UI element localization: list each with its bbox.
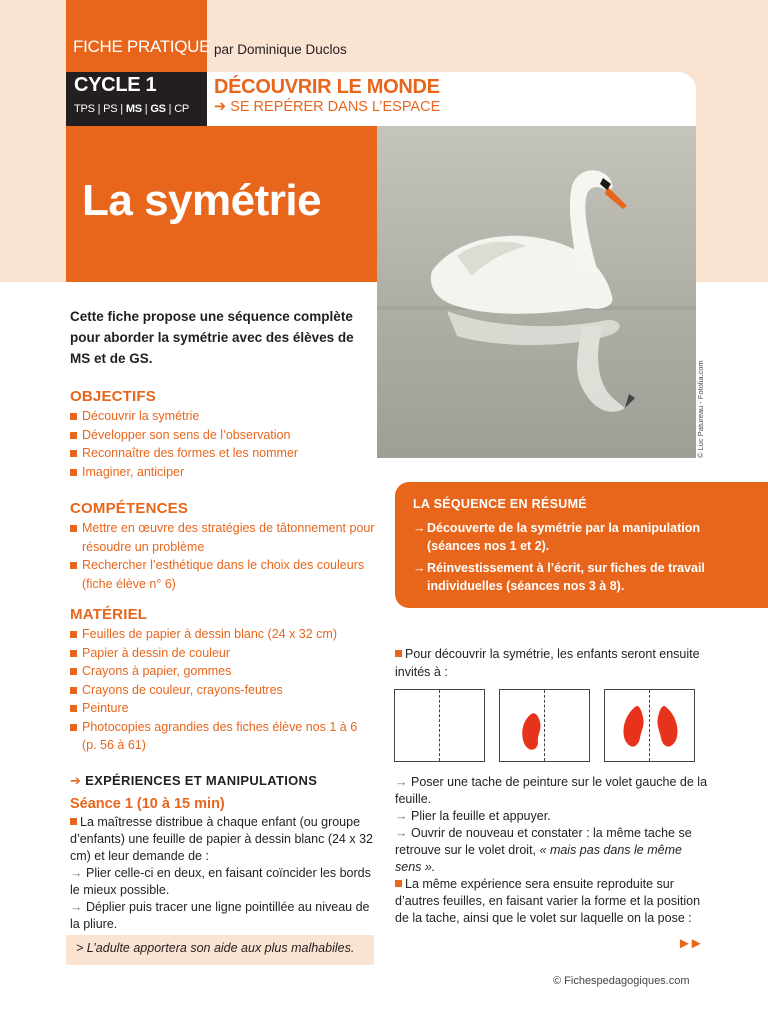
level-cp: CP <box>174 103 190 115</box>
step: → Déplier puis tracer une ligne pointillée au niveau de la pliure. <box>70 900 370 931</box>
arrow-right-icon: → <box>395 775 408 789</box>
right-body <box>395 774 710 927</box>
list-item: Reconnaître des formes et les nommer <box>70 444 370 463</box>
photo-credit: © Luc Patureau - Fotolia.com <box>696 360 705 458</box>
square-bullet-icon <box>70 818 77 825</box>
arrow-right-icon: → <box>70 866 83 880</box>
list-item: Photocopies agrandies des fiches élève nos 1 à 6 (p. 56 à 61) <box>70 718 370 755</box>
arrow-right-icon: → <box>413 561 426 575</box>
page-title: La symétrie <box>82 176 322 225</box>
materiel-section <box>70 606 370 755</box>
next-page-icon[interactable]: ►► <box>677 935 701 952</box>
objectifs-heading: OBJECTIFS <box>70 388 156 405</box>
intro-text: Cette fiche propose une séquence complète pour aborder la symétrie avec des élèves de MS et de GS. <box>70 309 354 366</box>
objectifs-section <box>70 388 370 481</box>
sheet-diagram-3 <box>604 689 695 762</box>
domain-title: DÉCOUVRIR LE MONDE <box>214 76 440 98</box>
sheet-diagram-1 <box>394 689 485 762</box>
fiche-label: FICHE PRATIQUE <box>73 37 211 56</box>
list-item: Imaginer, anticiper <box>70 463 370 482</box>
list-item: Développer son sens de l’observation <box>70 426 370 445</box>
step: → Poser une tache de peinture sur le volet gauche de la feuille. <box>395 775 708 806</box>
resume-item: → Découverte de la symétrie par la manipulation (séances nos 1 et 2). <box>413 521 701 553</box>
list-item: Peinture <box>70 699 370 718</box>
paint-blot <box>500 690 591 763</box>
footer: © Fichespedagogiques.com <box>553 975 690 987</box>
competences-section <box>70 500 375 593</box>
note-text: > L’adulte apportera son aide aux plus malhabiles. <box>76 941 355 955</box>
subdomain <box>214 99 440 115</box>
last-paragraph: La même expérience sera ensuite reproduite sur d’autres feuilles, en faisant varier la forme et la position de la tache, ainsi que le volet sur laquelle on la pose : <box>395 877 701 925</box>
objectifs-list <box>70 407 370 481</box>
list-item: Rechercher l’esthétique dans le choix des couleurs (fiche élève n° 6) <box>70 556 375 593</box>
step: → Plier celle-ci en deux, en faisant coïncider les bords le mieux possible. <box>70 866 371 897</box>
seance-body <box>70 814 375 933</box>
competences-heading: COMPÉTENCES <box>70 500 189 517</box>
level-tps: TPS <box>74 103 95 115</box>
level-ms: MS <box>125 103 142 115</box>
swan-photo <box>377 126 696 458</box>
materiel-heading: MATÉRIEL <box>70 606 148 623</box>
resume-heading: LA SÉQUENCE EN RÉSUMÉ <box>413 497 587 511</box>
resume-list <box>413 519 748 599</box>
list-item: Feuilles de papier à dessin blanc (24 x 32 cm) <box>70 625 370 644</box>
competences-list <box>70 519 375 593</box>
experiences-heading: ➔ EXPÉRIENCES ET MANIPULATIONS <box>70 773 318 788</box>
arrow-right-icon: ➔ <box>214 99 227 115</box>
arrow-right-icon: → <box>395 809 408 823</box>
arrow-right-icon: → <box>395 826 408 840</box>
list-item: Crayons de couleur, crayons-feutres <box>70 681 370 700</box>
swan-illustration <box>377 126 696 458</box>
arrow-right-icon: → <box>70 900 83 914</box>
materiel-list <box>70 625 370 755</box>
quote: « mais pas dans le même sens ». <box>395 843 682 874</box>
list-item: Crayons à papier, gommes <box>70 662 370 681</box>
arrow-right-icon: → <box>413 521 426 535</box>
sheet-diagram-2 <box>499 689 590 762</box>
cycle-title: CYCLE 1 <box>74 74 157 96</box>
right-intro: Pour découvrir la symétrie, les enfants seront ensuite invités à : <box>395 647 700 679</box>
cycle-levels: TPS | PS | MS | GS | CP <box>74 103 190 115</box>
author: par Dominique Duclos <box>214 42 347 57</box>
subdomain-text: SE REPÉRER DANS L’ESPACE <box>230 99 441 115</box>
fiche-box <box>66 0 207 72</box>
level-gs: GS <box>150 103 166 115</box>
square-bullet-icon <box>395 880 402 887</box>
arrow-right-icon: ➔ <box>70 773 82 788</box>
level-ps: PS <box>103 103 118 115</box>
list-item: Mettre en œuvre des stratégies de tâtonnement pour résoudre un problème <box>70 519 375 556</box>
square-bullet-icon <box>395 650 402 657</box>
list-item: Découvrir la symétrie <box>70 407 370 426</box>
paint-blots-symmetric <box>605 690 696 763</box>
fold-line <box>439 690 440 761</box>
step: → Ouvrir de nouveau et constater : la même tache se retrouve sur le volet droit, « mais pas dans le même sens ». <box>395 826 692 874</box>
resume-item: → Réinvestissement à l’écrit, sur fiches de travail individuelles (séances nos 3 à 8). <box>413 561 705 593</box>
seance-paragraph: La maîtresse distribue à chaque enfant (ou groupe d’enfants) une feuille de papier à dessin blanc (24 x 32 cm) et leur demande de : <box>70 815 373 863</box>
list-item: Papier à dessin de couleur <box>70 644 370 663</box>
step: → Plier la feuille et appuyer. <box>395 809 551 823</box>
seance-title: Séance 1 (10 à 15 min) <box>70 796 225 812</box>
